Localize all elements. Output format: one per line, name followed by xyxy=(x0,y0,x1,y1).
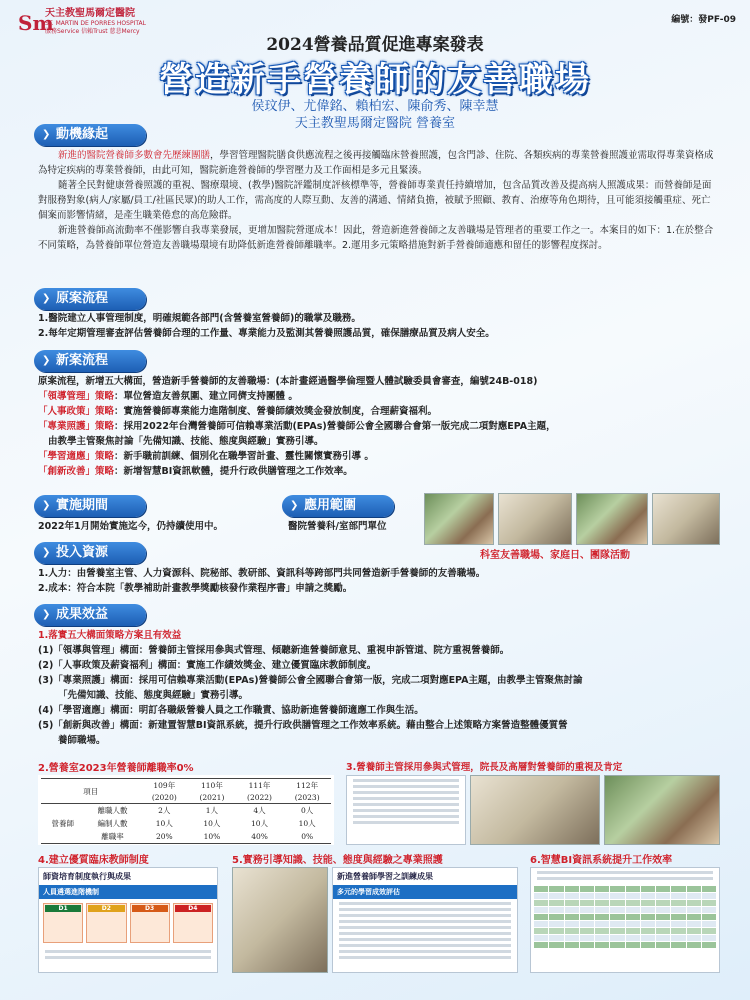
table-row: (2020) (2021) (2022) (2023) xyxy=(151,793,320,802)
newflow-list xyxy=(38,374,718,479)
level-d2: D2 xyxy=(86,903,126,943)
chevron-right-icon: ❯ xyxy=(42,355,51,366)
bi-spreadsheet xyxy=(531,883,719,951)
authors: 侯玟伊、尤偉銘、賴柏宏、陳俞秀、陳幸慧 xyxy=(251,99,499,114)
section-resources-header: ❯ 投入資源 xyxy=(34,542,146,564)
award-photo xyxy=(604,775,720,845)
list-item: 2.成本：符合本院「教學補助計畫教學獎勵核發作業程序書」申請之獎勵。 xyxy=(38,583,353,594)
section-original-header: ❯ 原案流程 xyxy=(34,288,146,310)
resources-list xyxy=(38,566,718,596)
training-photo xyxy=(232,867,328,973)
list-item: (2)「人事政策及薪資福利」構面：實施工作績效獎金、建立優質臨床教師制度。 xyxy=(38,660,377,671)
scope-text: 醫院營養科/室部門單位 xyxy=(288,521,387,532)
list-item: (4)「學習適應」構面：明訂各職級營養人員之工作職責、協助新進營養師適應工作與生活。 xyxy=(38,705,424,716)
team-photo xyxy=(498,493,572,545)
logo-motto: 服務Service 信賴Trust 慈悲Mercy xyxy=(45,28,140,35)
chevron-right-icon: ❯ xyxy=(42,500,51,511)
list-item: 由教學主管聚焦討論「先備知識、技能、態度與經驗」實務引導。 xyxy=(48,436,324,447)
list-item: 「領導管理」策略：單位營造友善氛圍、建立同儕支持團體 。 xyxy=(38,391,298,402)
teacher-system-panel xyxy=(38,867,218,973)
newflow-intro: 原案流程，新增五大構面，營造新手營養師的友善職場：(本計畫經過醫學倫理暨人體試驗委員會審查，編號24B-018) xyxy=(38,376,538,387)
level-d1: D1 xyxy=(43,903,83,943)
chevron-right-icon: ❯ xyxy=(42,129,51,140)
list-item: 「先備知識、技能、態度與經驗」實務引導。 xyxy=(58,690,249,701)
table-row: 項目 109年 110年 111年 112年 xyxy=(41,779,331,793)
list-item: 1.人力：由營養室主管、人力資源科、院秘部、教研部、資訊科等跨部門共同營造新手營養師的友善職場。 xyxy=(38,568,486,579)
list-item: 2.每年定期管理審查評估營養師合理的工作量、專業能力及監測其營養照護品質，確保膳療品質及病人安全。 xyxy=(38,328,495,339)
panel6-caption: 6.智慧BI資訊系統提升工作效率 xyxy=(530,855,673,866)
list-item: 「創新改善」策略：新增智慧BI資訊軟體，提升行政供膳管理之工作效率。 xyxy=(38,466,353,477)
panel3-caption: 3.營養師主管採用參與式管理，院長及高層對營養師的重視及肯定 xyxy=(346,762,623,773)
activity-photos xyxy=(424,493,720,545)
team-photo xyxy=(424,493,494,545)
list-item: 「專業照護」策略：採用2022年台灣營養師可信賴專業活動(EPAs)營養師公會全國聯合會第一版完成二項對應EPA主題， xyxy=(38,421,556,432)
motivation-paragraph-2: 隨著全民對健康營養照護的重視、醫療環境、(教學)醫院評鑑制度評核標準等，營養師專業責任持續增加，包含品質改善及提高病人照護成果：而營養師是面對服務對象(病人/家屬/員工/社區民眾)的助人工作，需高度的人際互動、友善的溝通、情緒負擔，被賦予照顧、教育、治療等角色期待，且可能須接觸重症、死亡個案而影響情緒，是產生職業倦怠的高危險群。 xyxy=(38,180,712,221)
motivation-paragraph-3: 新進營養師高流動率不僅影響自我專業發展，更增加醫院營運成本！因此，營造新進營養師之友善職場是管理者的重要工作之一。本案目的如下：1.在於整合不同策略，為營養師單位營造友善職場環境有助降低新進營養師離職率。2.運用多元策略措施對新手營養師適應和留任的影響程度探討。 xyxy=(38,225,714,251)
table-row: 離職率 20% 10% 40% 0% xyxy=(101,832,314,841)
panel4-band: 人員遴選進階機制 xyxy=(39,885,217,899)
team-photo xyxy=(576,493,648,545)
panel4-doc-title: 師資培育制度執行與成果 xyxy=(43,872,131,881)
panel5-band: 多元的學習成效評估 xyxy=(333,885,517,899)
logo-name-en: ST. MARTIN DE PORRES HOSPITAL xyxy=(45,20,147,27)
poster-subtitle: 2024營養品質促進專案發表 xyxy=(266,35,484,55)
results-list xyxy=(38,628,722,748)
bi-system-panel xyxy=(530,867,720,973)
logo-mark-icon: Sm xyxy=(18,11,54,35)
poster-code: 編號：發PF-09 xyxy=(671,15,736,25)
meeting-photo xyxy=(470,775,600,845)
section-results-header: ❯ 成果效益 xyxy=(34,604,146,626)
photos-caption: 科室友善職場、家庭日、團隊活動 xyxy=(480,550,630,561)
motivation-highlight: 新進的醫院營養師多數會先歷練團膳 xyxy=(58,150,211,161)
team-photo xyxy=(652,493,720,545)
list-item: 「人事政策」策略：實施營養師專業能力進階制度、營養師績效獎金發放制度，合理薪資福利。 xyxy=(38,406,438,417)
chevron-right-icon: ❯ xyxy=(42,547,51,558)
chevron-right-icon: ❯ xyxy=(42,293,51,304)
turnover-caption: 2.營養室2023年營養師離職率0% xyxy=(38,763,194,774)
affiliation: 天主教聖馬爾定醫院 營養室 xyxy=(294,116,456,131)
chevron-right-icon: ❯ xyxy=(290,500,299,511)
section-scope-header: ❯ 應用範圍 xyxy=(282,495,394,517)
level-d4: D4 xyxy=(173,903,213,943)
list-item: (3)「專業照護」構面：採用可信賴專業活動(EPAs)營養師公會全國聯合會第一版，完成二項對應EPA主題，由教學主管聚焦討論 xyxy=(38,675,583,686)
turnover-table-panel xyxy=(38,775,334,845)
chevron-right-icon: ❯ xyxy=(42,609,51,620)
list-item: 「學習適應」策略：新手職前訓練、個別化在職學習計畫、靈性關懷實務引導 。 xyxy=(38,451,374,462)
panel4-caption: 4.建立優質臨床教師制度 xyxy=(38,855,149,866)
table-row: 營養師 離職人數 2人 1人 4人 0人 xyxy=(41,804,331,818)
motivation-text: 新進的醫院營養師多數會先歷練團膳，學習管理醫院膳食供應流程之後再接觸臨床營養照護，包含門診、住院、各類疾病的專業營養照護並需取得專業資格成為特定疾病的專業營養師，由此可知，醫院新進營養師的學習壓力及工作面相是多元且緊湊。 隨著全民對健康營養照護的重視、醫療環境、(教學)醫院評鑑制度評核標準等，營養師專業責任持續增加，包含品質改善及提高病人照護成果：而營養師是面對服務對象(病人/家屬/員工/社區民眾)的助人工作，需高度的人際互動、友善的溝通、情緒負擔，被賦予照顧、教育、治療等角色期待，且可能須接觸重症、死亡個案而影響情緒，是產生職業倦怠的高危險群。 新進營養師高流動率不僅影響自我專業發展，更增加醫院營運成本！因此，營造新進營養師之友善職場是管理者的重要工作之一。本案目的如下：1.在於整合不同策略，為營養師單位營造友善職場環境有助降低新進營養師離職率。2.運用多元策略措施對新手營養師適應和留任的影響程度探討。 xyxy=(38,148,718,253)
poster-title: 營造新手營養師的友善職場 xyxy=(159,60,591,100)
list-item: 1.醫院建立人事管理制度，明確規範各部門(含營養室營養師)的職掌及職務。 xyxy=(38,313,361,324)
list-item: 養師職場。 xyxy=(58,735,106,746)
training-results-panel xyxy=(332,867,518,973)
list-item: (5)「創新與改善」構面：新建置智慧BI資訊系統，提升行政供膳管理之工作效率系統。藉由整合上述策略方案營造整體優質營 xyxy=(38,720,568,731)
original-list xyxy=(38,311,718,341)
panel5-caption: 5.實務引導知識、技能、態度與經驗之專業照護 xyxy=(232,855,443,866)
logo-name-cn: 天主教聖馬爾定醫院 xyxy=(45,8,135,19)
results-lead: 1.落實五大構面策略方案且有效益 xyxy=(38,630,182,641)
table-row: 編制人數 10人 10人 10人 10人 xyxy=(97,819,316,828)
level-d3: D3 xyxy=(130,903,170,943)
period-text: 2022年1月開始實施迄今，仍持續使用中。 xyxy=(38,521,224,532)
section-motivation-header: ❯ 動機緣起 xyxy=(34,124,146,146)
document-screenshot xyxy=(346,775,466,845)
turnover-table xyxy=(41,778,331,844)
section-newflow-header: ❯ 新案流程 xyxy=(34,350,146,372)
list-item: (1)「領導與管理」構面：營養師主管採用參與式管理、傾聽新進營養師意見、重視申訴管道、院方重視營養師。 xyxy=(38,645,510,656)
panel5-doc-title: 新進營養師學習之訓練成果 xyxy=(337,872,433,881)
section-period-header: ❯ 實施期間 xyxy=(34,495,146,517)
